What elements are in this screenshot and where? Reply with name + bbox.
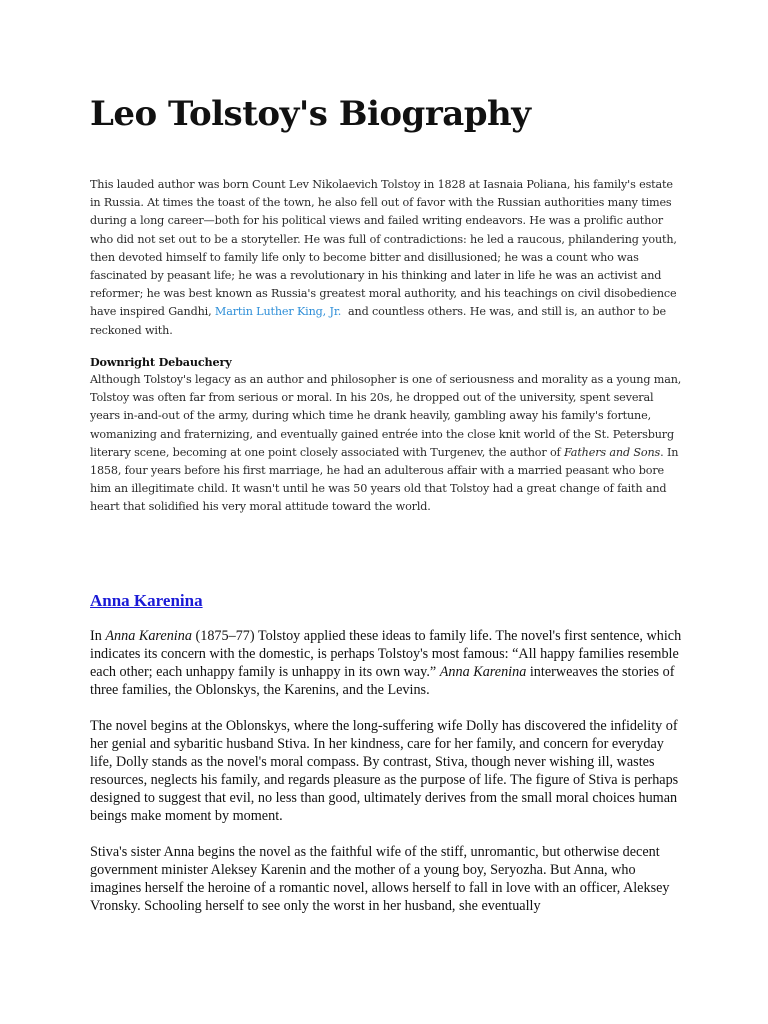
intro-paragraph (90, 176, 682, 340)
anna-p1-lead: In (90, 628, 102, 644)
anna-karenina-heading-link[interactable]: Anna Karenina (90, 591, 203, 610)
biography-section (90, 176, 682, 517)
anna-paragraph-2: The novel begins at the Oblonskys, where the long-suffering wife Dolly has discovered the infidelity of her genial and sybaritic husband Stiva. In her kindness, care for her family, and concern for everyday life, Dolly stands as the novel's moral compass. By contrast, Stiva, though never wishing ill, wastes resources, neglects his family, and regards pleasure as the purpose of life. The figure of Stiva is perhaps designed to suggest that evil, no less than good, ultimately derives from the small moral choices human beings make moment by moment. (90, 718, 679, 824)
anna-karenina-title: Anna Karenina (105, 628, 192, 644)
anna-karenina-section (90, 627, 682, 915)
martin-luther-king-link[interactable]: Martin Luther King, Jr. (214, 305, 342, 319)
debauchery-heading: Downright Debauchery (90, 354, 232, 369)
page-title: Leo Tolstoy's Biography (90, 94, 531, 134)
anna-p1-text-2: interweaves the stories of three families, the Oblonskys, the Karenins, and the Levins. (90, 664, 675, 698)
debauchery-text: Although Tolstoy's legacy as an author and philosopher is one of seriousness and morality as a young man, Tolstoy was often far from serious or moral. In his 20s, he dropped out of the university, spent several years in-and-out of the army, during which time he drank heavily, gambling away his family's fortune, womanizing and fraternizing, and eventually gained entrée into the close knit world of the St. Petersburg literary scene, becoming at one point closely associated with Turgenev, the author of (90, 373, 682, 459)
debauchery-text-end: . In 1858, four years before his first marriage, he had an adulterous affair with a married peasant who bore him an illegitimate child. It wasn't until he was 50 years old that Tolstoy had a great change of faith and heart that solidified his very moral attitude toward the world. (90, 445, 679, 514)
debauchery-paragraph (90, 371, 682, 517)
anna-paragraph-1 (90, 627, 682, 699)
intro-text-end: and countless others. He was, and still is, an author to be reckoned with. (90, 305, 666, 337)
anna-karenina-title-2: Anna Karenina (439, 664, 527, 680)
anna-p1-text: (1875–77) Tolstoy applied these ideas to family life. The novel's first sentence, which indicates its concern with the domestic, is perhaps Tolstoy's most famous: “All happy families resemble each other; each unhappy family is unhappy in its own way.” (90, 628, 682, 680)
fathers-and-sons-title: Fathers and Sons (563, 445, 661, 459)
anna-paragraph-3: Stiva's sister Anna begins the novel as the faithful wife of the stiff, unromantic, but otherwise decent government minister Aleksey Karenin and the mother of a young boy, Seryozha. But Anna, who imagines herself the heroine of a romantic novel, allows herself to fall in love with an officer, Aleksey Vronsky. Schooling herself to see only the worst in her husband, she eventually (90, 844, 670, 914)
intro-text: This lauded author was born Count Lev Nikolaevich Tolstoy in 1828 at Iasnaia Poliana, his family's estate in Russia. At times the toast of the town, he also fell out of favor with the Russian authorities many times during a long career—both for his political views and failed writing endeavors. He was a prolific author who did not set out to be a storyteller. He was full of contradictions: he led a raucous, philandering youth, then devoted himself to family life only to become bitter and disillusioned; he was a count who was fascinated by peasant life; he was a revolutionary in his thinking and later in life he was an activist and reformer; he was best known as Russia's greatest moral authority, and his teachings on civil disobedience have inspired Gandhi, (90, 178, 677, 319)
